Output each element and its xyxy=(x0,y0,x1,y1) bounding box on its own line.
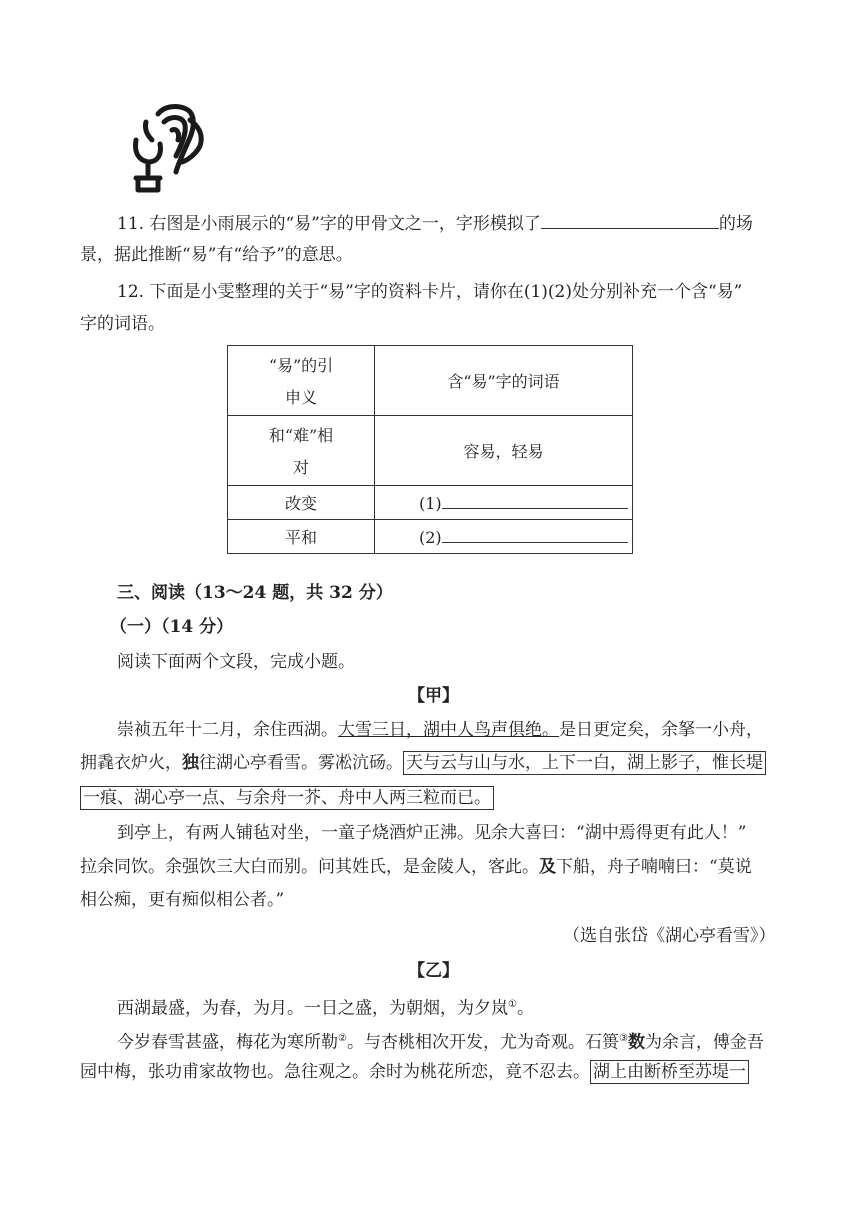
jia-p2-line-3: 相公痴，更有痴似相公者。” xyxy=(80,890,285,910)
yi-p1 xyxy=(117,994,534,1020)
table-cell-answer-1 xyxy=(375,486,633,520)
table-row xyxy=(228,486,633,520)
jia-text: 是日更定矣，余拏一小舟， xyxy=(559,720,763,740)
header-meaning-line1: “易”的引 xyxy=(268,355,334,375)
yi-bold-word: 数 xyxy=(627,1032,645,1053)
yi-text: 。与杏桃相次开发，尤为奇观。石篑 xyxy=(346,1032,619,1053)
header-meaning-line2: 申义 xyxy=(284,387,317,407)
q12-line-2: 字的词语。 xyxy=(80,314,165,334)
section-3-heading: 三、阅读（13～24 题，共 32 分） xyxy=(117,583,393,603)
q11-answer-blank[interactable] xyxy=(541,212,719,229)
table-row xyxy=(228,520,633,554)
passage-jia-title: 【甲】 xyxy=(408,686,459,706)
section-3-instruction: 阅读下面两个文段，完成小题。 xyxy=(117,652,355,672)
yi-text: 为余言，傅金吾 xyxy=(644,1032,764,1053)
jia-text: 崇祯五年十二月，余住西湖。 xyxy=(117,720,338,740)
q11-line-2: 景，据此推断“易”有“给予”的意思。 xyxy=(80,245,353,265)
footnote-marker: ② xyxy=(338,1033,347,1044)
answer-1-label: (1) xyxy=(419,494,442,513)
jia-text: 往湖心亭看雪。雾凇沆砀。 xyxy=(199,753,403,773)
yi-text: 。 xyxy=(516,998,534,1019)
jia-p2-line-1: 到亭上，有两人铺毡对坐，一童子烧酒炉正沸。见余大喜曰：“湖中焉得更有此人！” xyxy=(117,823,747,843)
row1-meaning-line1: 和“难”相 xyxy=(268,425,334,445)
passage-yi-title: 【乙】 xyxy=(408,961,459,981)
yi-p2-line-2 xyxy=(80,1061,749,1083)
answer-2-label: (2) xyxy=(419,528,442,547)
table-header-meaning xyxy=(228,346,375,416)
jia-boxed-sentence-cont: 一痕、湖心亭一点、与余舟一芥、舟中人两三粒而已。 xyxy=(80,786,494,810)
q11-text-end: 的场 xyxy=(718,214,753,234)
table-cell-meaning: 平和 xyxy=(228,520,375,554)
q12-line-1: 12. 下面是小雯整理的关于“易”字的资料卡片，请你在(1)(2)处分别补充一个含“易” xyxy=(117,282,743,302)
table-row xyxy=(228,416,633,486)
jia-p2-line-2 xyxy=(80,856,752,878)
jia-text: 下船，舟子喃喃曰：“莫说 xyxy=(556,857,752,877)
yi-text: 园中梅，张功甫家故物也。急往观之。余时为桃花所恋，竟不忍去。 xyxy=(80,1062,590,1082)
table-cell-answer-2 xyxy=(375,520,633,554)
answer-2-blank[interactable] xyxy=(442,526,628,543)
table-cell-meaning: 改变 xyxy=(228,486,375,520)
footnote-marker: ③ xyxy=(618,1033,628,1044)
yi-character-card-table xyxy=(227,345,633,554)
yi-boxed-sentence: 湖上由断桥至苏堤一 xyxy=(590,1060,749,1084)
jia-p1-line-3 xyxy=(80,787,494,809)
oracle-bone-glyph-image xyxy=(118,100,210,196)
table-cell-meaning xyxy=(228,416,375,486)
jia-text: 拉余同饮。余强饮三大白而别。问其姓氏，是金陵人，客此。 xyxy=(80,857,539,877)
footnote-marker: ① xyxy=(508,999,517,1010)
jia-text: 拥毳衣炉火， xyxy=(80,753,182,773)
yi-text: 今岁春雪甚盛，梅花为寒所勒 xyxy=(117,1032,338,1053)
yi-p2-line-1 xyxy=(117,1028,764,1054)
table-header-row xyxy=(228,346,633,416)
yi-text: 西湖最盛，为春，为月。一日之盛，为朝烟，为夕岚 xyxy=(117,998,508,1019)
jia-p1-line-1 xyxy=(117,719,763,741)
q11-line-1 xyxy=(117,212,753,235)
table-header-words: 含“易”字的词语 xyxy=(375,346,633,416)
jia-underlined-sentence: 大雪三日，湖中人鸟声俱绝。 xyxy=(338,720,559,740)
table-cell-words: 容易，轻易 xyxy=(375,416,633,486)
q11-text: 11. 右图是小雨展示的“易”字的甲骨文之一，字形模拟了 xyxy=(117,214,541,234)
jia-boxed-sentence: 天与云与山与水，上下一白，湖上影子，惟长堤 xyxy=(403,751,766,775)
jia-bold-word: 及 xyxy=(539,857,556,877)
jia-source: （选自张岱《湖心亭看雪》） xyxy=(563,926,776,946)
answer-1-blank[interactable] xyxy=(442,492,628,509)
jia-bold-word: 独 xyxy=(182,753,199,773)
jia-p1-line-2 xyxy=(80,752,766,774)
row1-meaning-line2: 对 xyxy=(292,457,309,477)
section-3-part-1: （一）（14 分） xyxy=(110,617,234,637)
